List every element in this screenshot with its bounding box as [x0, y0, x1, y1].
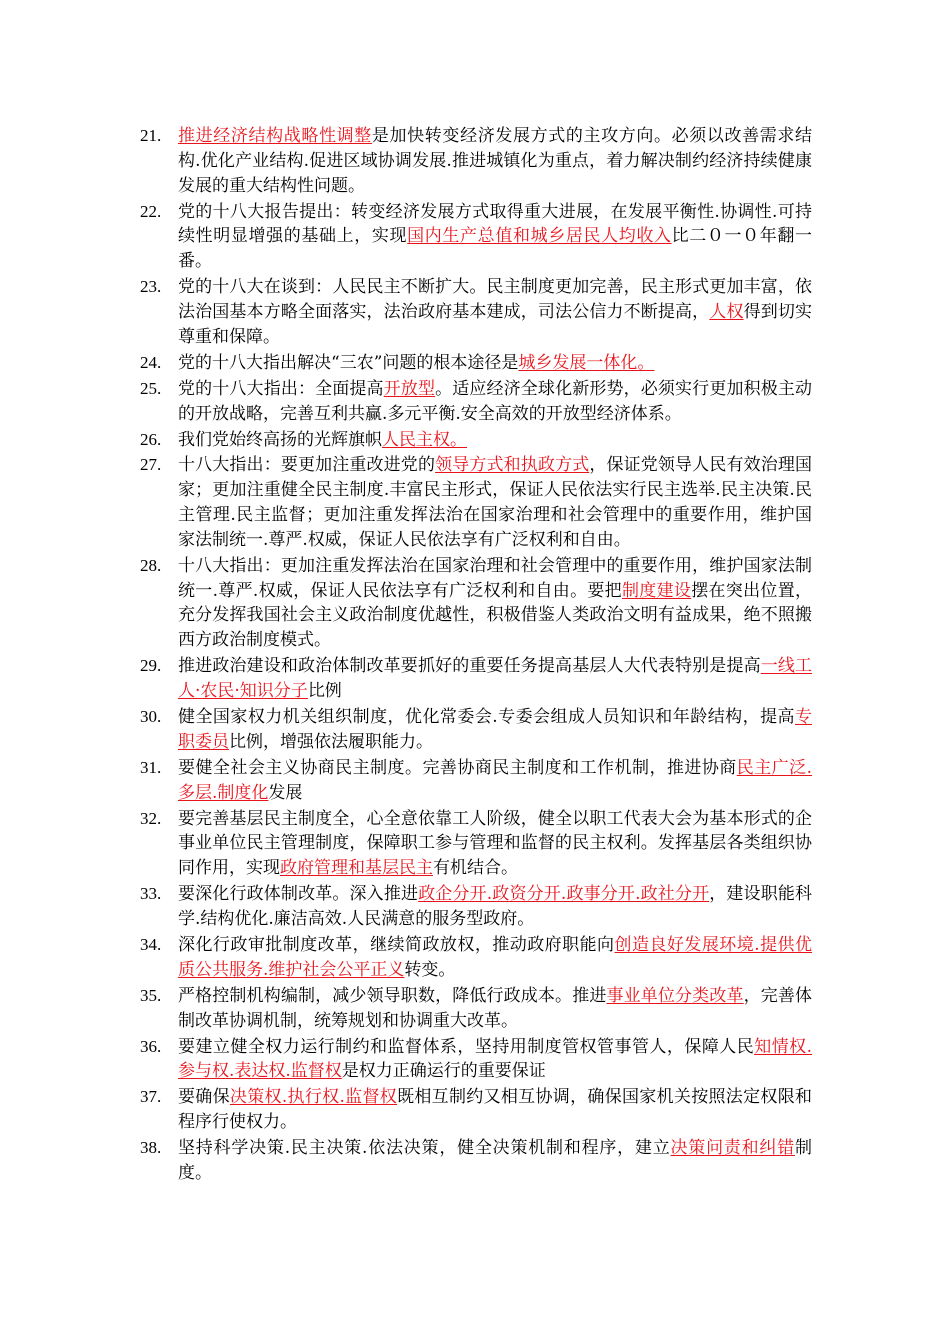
answer-highlight: 人权 — [709, 301, 744, 322]
item-text: 摆在突出位置，充分发挥我国社会主义政治制度优越性，积极借鉴人类政治文明有益成果，绝不照搬西方政治制度模式。 — [178, 580, 813, 651]
item-text: 党的十八大报告提出：转变经济发展方式取得重大进展，在发展平衡性.协调性.可持续性明显增强的基础上，实现 — [178, 201, 812, 247]
item-number: 33. — [140, 884, 162, 904]
list-item — [140, 428, 812, 453]
list-item — [140, 705, 812, 755]
answer-highlight: 决策权.执行权.监督权 — [229, 1087, 398, 1108]
item-number: 35. — [140, 985, 162, 1005]
item-text: 制度。 — [178, 1138, 812, 1183]
answer-highlight: 决策问责和纠错 — [670, 1138, 795, 1159]
answer-highlight: 政企分开.政资分开.政事分开.政社分开 — [418, 884, 710, 905]
item-number: 28. — [140, 555, 162, 575]
list-item — [140, 882, 812, 932]
answer-highlight: 城乡发展一体化。 — [518, 352, 655, 373]
list-item — [140, 453, 812, 552]
list-item — [140, 933, 812, 983]
list-item — [140, 200, 812, 274]
item-text: 党的十八大指出：全面提高 — [178, 378, 384, 399]
item-text: 深化行政审批制度改革，继续简政放权，推动政府职能向 — [178, 934, 615, 955]
item-text: 发展 — [268, 782, 303, 803]
item-text: 要建立健全权力运行制约和监督体系，坚持用制度管权管事管人，保障人民 — [178, 1036, 755, 1057]
item-number: 27. — [140, 455, 162, 475]
item-text: 我们党始终高扬的光辉旗帜 — [178, 429, 382, 450]
item-text: 党的十八大指出解决“三农”问题的根本途径是 — [178, 352, 519, 373]
list-item — [140, 351, 812, 376]
answer-highlight: 开放型 — [383, 378, 436, 399]
answer-highlight: 民主广泛.多层.制度化 — [178, 757, 812, 803]
list-item — [140, 377, 812, 427]
item-number: 21. — [140, 126, 162, 145]
item-text: 要深化行政体制改革。深入推进 — [178, 884, 419, 905]
answer-highlight: 人民主权。 — [382, 429, 467, 450]
list-item — [140, 124, 812, 198]
list-item — [140, 984, 812, 1034]
answer-highlight: 创造良好发展环境.提供优质公共服务.维护社会公平正义 — [178, 934, 813, 980]
question-list — [140, 124, 812, 1187]
item-text: 是权力正确运行的重要保证 — [341, 1061, 546, 1082]
answer-highlight: 领导方式和执政方式 — [435, 455, 590, 476]
list-item — [140, 1136, 812, 1186]
item-text: 要完善基层民主制度全，心全意依靠工人阶级，健全以职工代表大会为基本形式的企事业单位民主管理制度，保障职工参与管理和监督的民主权利。发挥基层各类组织协同作用，实现 — [178, 808, 812, 879]
list-item — [140, 1085, 812, 1135]
answer-highlight: 推进经济结构战略性调整 — [178, 126, 372, 146]
item-text: 比二０一０年翻一番。 — [178, 226, 813, 272]
item-text: 严格控制机构编制，减少领导职数，降低行政成本。推进 — [178, 985, 607, 1006]
item-text: 有机结合。 — [433, 858, 518, 879]
answer-highlight: 事业单位分类改革 — [606, 985, 744, 1006]
list-item — [140, 1035, 812, 1085]
item-number: 37. — [140, 1087, 162, 1107]
item-number: 31. — [140, 757, 162, 777]
item-text: 要健全社会主义协商民主制度。完善协商民主制度和工作机制，推进协商 — [178, 757, 737, 778]
answer-highlight: 国内生产总值和城乡居民人均收入 — [407, 226, 672, 247]
list-item — [140, 756, 812, 806]
item-number: 29. — [140, 656, 162, 676]
item-text: 。适应经济全球化新形势，必须实行更加积极主动的开放战略，完善互利共赢.多元平衡.安全高效的开放型经济体系。 — [178, 378, 813, 424]
item-text: 是加快转变经济发展方式的主攻方向。必须以改善需求结构.优化产业结构.促进区域协调发展.推进城镇化为重点，着力解决制约经济持续健康发展的重大结构性问题。 — [178, 126, 813, 196]
item-number: 23. — [140, 277, 162, 297]
item-text: 既相互制约又相互协调，确保国家机关按照法定权限和程序行使权力。 — [178, 1087, 813, 1133]
item-text: 坚持科学决策.民主决策.依法决策，健全决策机制和程序，建立 — [178, 1138, 671, 1159]
item-number: 34. — [140, 934, 162, 954]
item-text: ，建设职能科学.结构优化.廉洁高效.人民满意的服务型政府。 — [178, 884, 813, 929]
item-number: 25. — [140, 378, 162, 398]
item-number: 32. — [140, 808, 162, 828]
item-text: 推进政治建设和政治体制改革要抓好的重要任务提高基层人大代表特别是提高 — [178, 656, 761, 677]
item-number: 30. — [140, 707, 162, 727]
item-text: 比例，增强依法履职能力。 — [229, 731, 433, 752]
item-text: 十八大指出：更加注重发挥法治在国家治理和社会管理中的重要作用，维护国家法制统一.尊严.权威，保证人民依法享有广泛权利和自由。要把 — [178, 555, 812, 601]
answer-highlight: 专职委员 — [178, 707, 812, 752]
item-number: 36. — [140, 1036, 162, 1056]
item-number: 22. — [140, 201, 162, 221]
item-number: 24. — [140, 352, 162, 372]
item-text: 要确保 — [178, 1087, 230, 1108]
item-text: 党的十八大在谈到：人民民主不断扩大。民主制度更加完善，民主形式更加丰富，依法治国基本方略全面落实，法治政府基本建成，司法公信力不断提高， — [178, 277, 812, 322]
item-text: 转变。 — [404, 959, 456, 980]
item-number: 26. — [140, 429, 162, 449]
answer-highlight: 政府管理和基层民主 — [280, 858, 433, 879]
item-text: 十八大指出：要更加注重改进党的 — [178, 455, 436, 476]
answer-highlight: 制度建设 — [621, 580, 692, 601]
item-text: 比例 — [307, 681, 342, 702]
item-text: ，完善体制改革协调机制，统筹规划和协调重大改革。 — [178, 985, 813, 1031]
item-number: 38. — [140, 1138, 162, 1158]
item-text: 得到切实尊重和保障。 — [178, 301, 813, 347]
list-item — [140, 554, 812, 653]
answer-highlight: 知情权.参与权.表达权.监督权 — [178, 1036, 813, 1082]
list-item — [140, 807, 812, 881]
item-text: 健全国家权力机关组织制度，优化常委会.专委会组成人员知识和年龄结构，提高 — [178, 707, 795, 728]
list-item — [140, 654, 812, 704]
list-item — [140, 275, 812, 349]
answer-highlight: 一线工人·农民·知识分子 — [178, 656, 813, 702]
item-text: ，保证党领导人民有效治理国家；更加注重健全民主制度.丰富民主形式，保证人民依法实行民主选举.民主决策.民主管理.民主监督；更加注重发挥法治在国家治理和社会管理中的重要作用，维护国家法制统一.尊严.权威，保证人民依法享有广泛权利和自由。 — [178, 455, 813, 550]
